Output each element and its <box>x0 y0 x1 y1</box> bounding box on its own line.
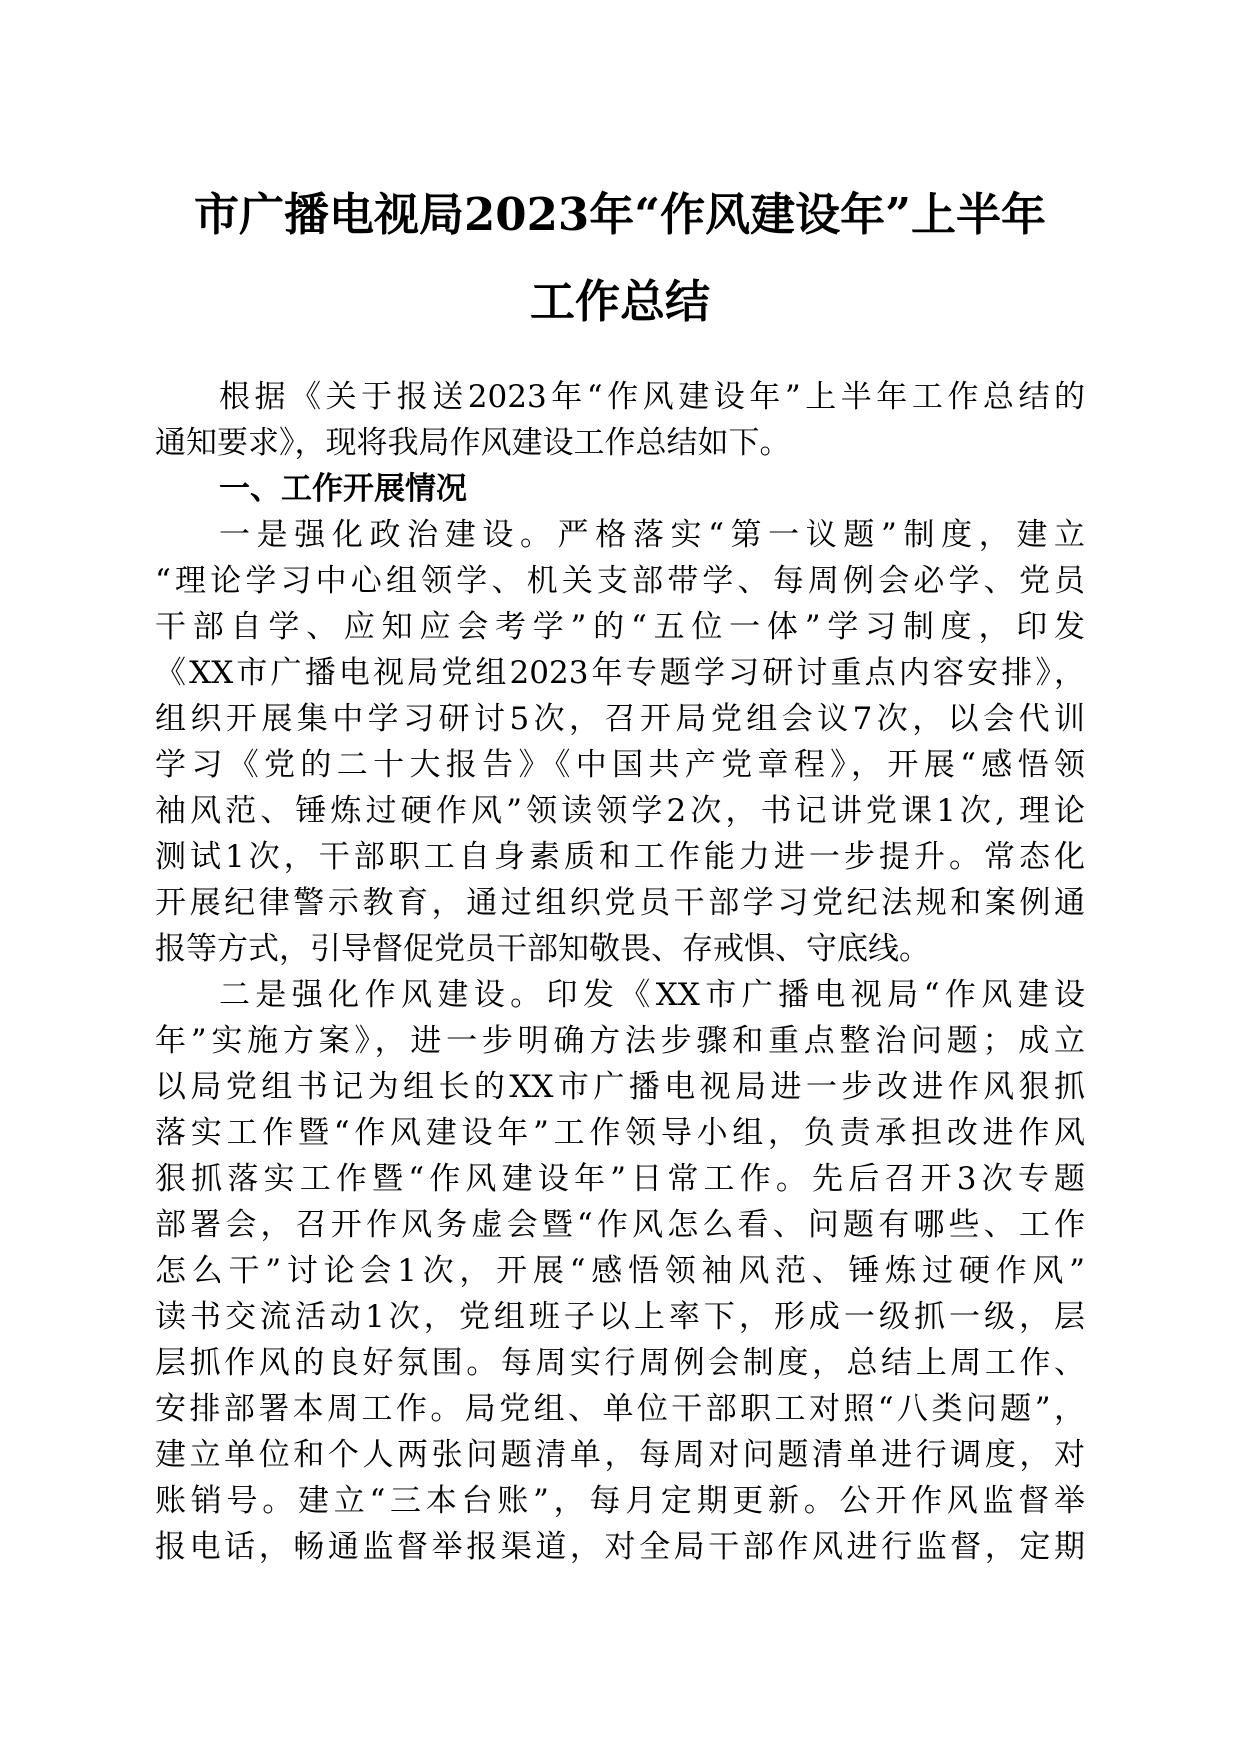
paragraph-line: 报电话，畅通监督举报渠道，对全局干部作风进行监督，定期 <box>155 1529 1085 1565</box>
document-title-line-2: 工作总结 <box>529 275 710 328</box>
document-title-line-1: 市广播电视局2023年“作风建设年”上半年 <box>193 188 1046 241</box>
paragraph-line: 狠抓落实工作暨“作风建设年”日常工作。先后召开3次专题 <box>155 1161 1085 1197</box>
document-body <box>155 374 1085 1570</box>
paragraph-line: 以局党组书记为组长的XX市广播电视局进一步改进作风狠抓 <box>155 1069 1085 1105</box>
paragraph-line: 建立单位和个人两张问题清单，每周对问题清单进行调度，对 <box>155 1437 1085 1473</box>
paragraph-line: 账销号。建立“三本台账”，每月定期更新。公开作风监督举 <box>155 1483 1085 1519</box>
paragraph-line: 测试1次，干部职工自身素质和工作能力进一步提升。常态化 <box>155 839 1085 875</box>
paragraph-line: 报等方式，引导督促党员干部知敬畏、存戒惧、守底线。 <box>155 931 930 967</box>
paragraph-line: 学习《党的二十大报告》《中国共产党章程》，开展“感悟领 <box>155 747 1085 783</box>
paragraph-line: 年”实施方案》，进一步明确方法步骤和重点整治问题；成立 <box>155 1023 1085 1059</box>
paragraph-line: 二是强化作风建设。印发《XX市广播电视局“作风建设 <box>219 977 1085 1013</box>
paragraph-line: 组织开展集中学习研讨5次，召开局党组会议7次，以会代训 <box>155 701 1085 737</box>
paragraph-line: 层抓作风的良好氛围。每周实行周例会制度，总结上周工作、 <box>155 1345 1085 1381</box>
paragraph-line: 通知要求》，现将我局作风建设工作总结如下。 <box>155 425 791 461</box>
section-heading: 一、工作开展情况 <box>219 471 467 507</box>
paragraph-line: 根据《关于报送2023年“作风建设年”上半年工作总结的 <box>219 379 1085 415</box>
paragraph-line: 读书交流活动1次，党组班子以上率下，形成一级抓一级，层 <box>155 1299 1085 1335</box>
paragraph-line: 开展纪律警示教育，通过组织党员干部学习党纪法规和案例通 <box>155 885 1085 921</box>
paragraph-line: 落实工作暨“作风建设年”工作领导小组，负责承担改进作风 <box>155 1115 1085 1151</box>
paragraph-line: 安排部署本周工作。局党组、单位干部职工对照“八类问题”， <box>155 1391 1085 1427</box>
paragraph-line: 干部自学、应知应会考学”的“五位一体”学习制度，印发 <box>155 609 1085 645</box>
paragraph-line: “理论学习中心组领学、机关支部带学、每周例会必学、党员 <box>155 563 1085 599</box>
paragraph-line: 袖风范、锤炼过硬作风”领读领学2次，书记讲党课1次, 理论 <box>155 793 1085 829</box>
paragraph-line: 《XX市广播电视局党组2023年专题学习研讨重点内容安排》， <box>155 655 1085 691</box>
paragraph-line: 一是强化政治建设。严格落实“第一议题”制度，建立 <box>219 517 1085 553</box>
paragraph-line: 怎么干”讨论会1次，开展“感悟领袖风范、锤炼过硬作风” <box>155 1253 1085 1289</box>
paragraph-line: 部署会，召开作风务虚会暨“作风怎么看、问题有哪些、工作 <box>155 1207 1085 1243</box>
